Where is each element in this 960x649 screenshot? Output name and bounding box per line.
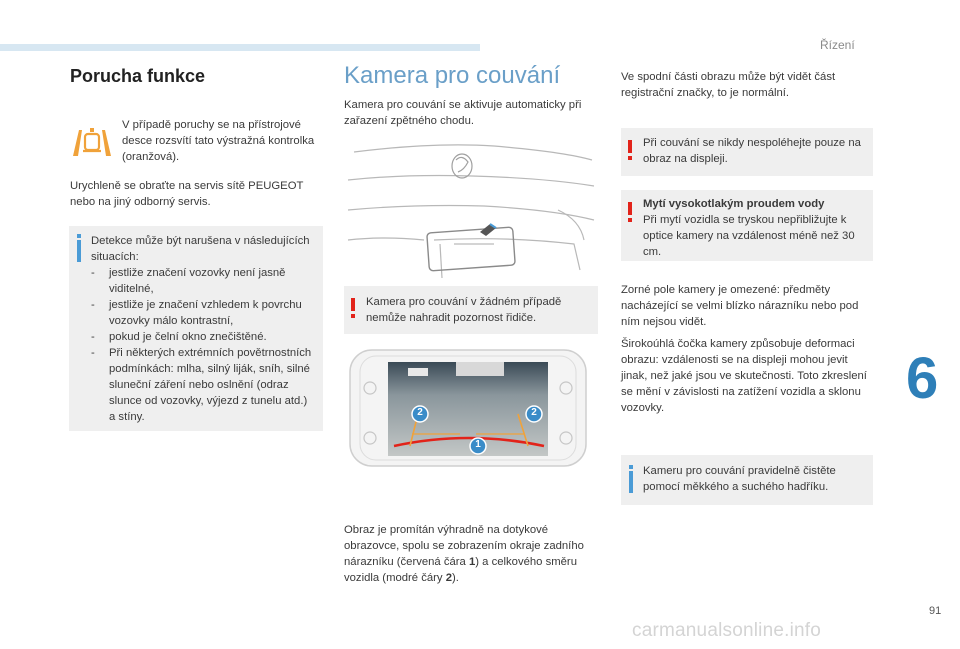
warning-icon xyxy=(628,140,632,153)
info-list xyxy=(91,265,316,425)
badge-1-label: 1 xyxy=(475,439,481,450)
list-item: - jestliže je značení vzhledem k povrchu vozovky málo kontrastní, xyxy=(91,297,316,329)
info-intro: Detekce může být narušena v následujících situacích: xyxy=(91,235,310,263)
camera-title: Kamera pro couvání xyxy=(344,62,561,89)
info-icon xyxy=(77,240,81,262)
caption-part: Obraz je promítán výhradně na dotykové obrazovce, spolu se zobrazením okraje zadního nárazníku (červená čára xyxy=(344,524,584,568)
service-text: Urychleně se obraťte na servis sítě PEUGEOT nebo na jiný odborný servis. xyxy=(70,180,304,208)
badge-2-left-label: 2 xyxy=(417,407,423,418)
field-of-view-text: Zorné pole kamery je omezené: předměty nacházející se velmi blízko nárazníku nebo pod ním nejsou vidět. xyxy=(621,284,859,328)
badge-2-right-label: 2 xyxy=(531,407,537,418)
washing-warning-title: Mytí vysokotlakým proudem vody xyxy=(643,198,825,210)
camera-warning-text: Kamera pro couvání v žádném případě nemůže nahradit pozornost řidiče. xyxy=(366,296,562,324)
chapter-number: 6 xyxy=(906,346,939,411)
car-rear-illustration xyxy=(344,140,598,282)
left-title: Porucha funkce xyxy=(70,66,206,86)
info-box-detection xyxy=(69,226,323,431)
warning-box-display xyxy=(621,128,873,176)
caption-part: ) a celkového směru vozidla (modré čáry xyxy=(344,556,577,584)
distortion-text: Širokoúhlá čočka kamery způsobuje deformaci obrazu: vzdálenosti se na displeji mohou jevit jinak, než jaké jsou ve skutečnosti. Toto zkreslení se mění v závislosti na zatížení vozidla a sklonu vozovky. xyxy=(621,338,867,414)
lane-warning-icon xyxy=(70,124,114,158)
warning-box-washing xyxy=(621,190,873,261)
cleaning-info-text: Kameru pro couvání pravidelně čistěte pomocí měkkého a suchého hadříku. xyxy=(643,465,836,493)
caption-number: 2 xyxy=(445,572,453,584)
washing-warning-text: Při mytí vozidla se tryskou nepřibližujte k optice kamery na vzdálenost méně než 30 cm. xyxy=(643,214,855,258)
display-warning-text: Při couvání se nikdy nespoléhejte pouze na obraz na displeji. xyxy=(643,137,861,165)
warning-box-camera xyxy=(344,286,598,334)
list-item: - pokud je čelní okno znečištěné. xyxy=(91,329,316,345)
plate-text: Ve spodní části obrazu může být vidět část registrační značky, to je normální. xyxy=(621,71,836,99)
info-icon xyxy=(629,471,633,493)
touchscreen-illustration xyxy=(348,348,588,468)
warning-icon xyxy=(628,202,632,215)
warning-icon xyxy=(351,298,355,311)
caption-number: 1 xyxy=(468,556,476,568)
caption-part: ). xyxy=(452,572,459,584)
info-box-cleaning xyxy=(621,455,873,505)
list-item: - jestliže značení vozovky není jasně viditelné, xyxy=(91,265,316,297)
header-bar xyxy=(0,44,480,51)
watermark: carmanualsonline.info xyxy=(632,620,822,641)
camera-intro: Kamera pro couvání se aktivuje automaticky při zařazení zpětného chodu. xyxy=(344,99,582,127)
camera-caption xyxy=(344,522,594,586)
warning-lamp-text: V případě poruchy se na přístrojové desce rozsvítí tato výstražná kontrolka (oranžová). xyxy=(122,119,315,163)
list-item: - Při některých extrémních povětrnostních podmínkách: mlha, silný liják, sníh, silné sluneční záření nebo oslnění (odraz slunce od vozovky, výjezd z tunelu atd.) a stíny. xyxy=(91,345,316,425)
page-number: 91 xyxy=(929,605,942,617)
section-title: Řízení xyxy=(820,38,855,52)
